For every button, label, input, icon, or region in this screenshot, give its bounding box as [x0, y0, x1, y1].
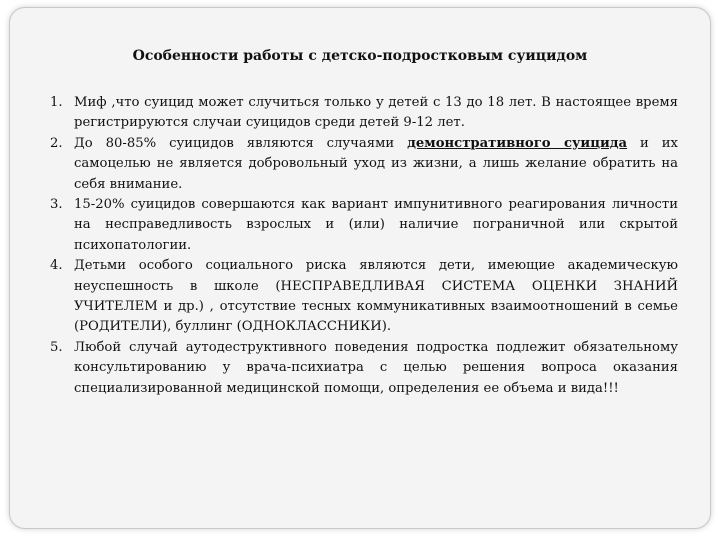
list-item — [50, 256, 678, 338]
numbered-list — [50, 93, 678, 399]
item-number: 1. — [50, 95, 63, 110]
emphasized-term: демонстративного суицида — [407, 135, 628, 151]
item-text: Детьми особого социального риска являются дети, имеющие академическую неуспешность в школе (НЕСПРАВЕДЛИВАЯ СИСТЕМА ОЦЕНКИ ЗНАНИЙ УЧИТЕЛЕМ и др.) , отсутствие тесных коммуникативных взаимоотношений в семье (РОДИТЕЛИ), буллинг (ОДНОКЛАССНИКИ). — [74, 258, 678, 335]
item-text: 15-20% суицидов совершаются как вариант импунитивного реагирования личности на несправедливость взрослых и (или) наличие пограничной или скрытой психопатологии. — [74, 197, 678, 253]
list-item — [50, 195, 678, 256]
item-text: Любой случай аутодеструктивного поведения подростка подлежит обязательному консультированию у врача-психиатра с целью решения вопроса оказания специализированной медицинской помощи, определения ее объема и вида!!! — [74, 339, 678, 396]
item-number: 2. — [50, 135, 63, 151]
item-number: 5. — [50, 339, 63, 355]
item-text: Миф ,что суицид может случиться только у детей с 13 до 18 лет. В настоящее время регистрируются случаи суицидов среди детей 9-12 лет. — [74, 95, 678, 131]
list-item — [50, 134, 678, 195]
list-item — [50, 338, 678, 399]
item-text: До 80-85% суицидов являются случаями — [74, 135, 408, 151]
item-text-continued: и их самоцелью не является добровольный уход из жизни, а лишь желание обратить на себя внимание. — [74, 135, 678, 192]
item-number: 3. — [50, 197, 63, 213]
item-number: 4. — [50, 258, 63, 274]
slide-panel — [9, 7, 711, 529]
list-item — [50, 93, 678, 134]
slide-title: Особенности работы с детско-подростковым суицидом — [132, 48, 588, 64]
